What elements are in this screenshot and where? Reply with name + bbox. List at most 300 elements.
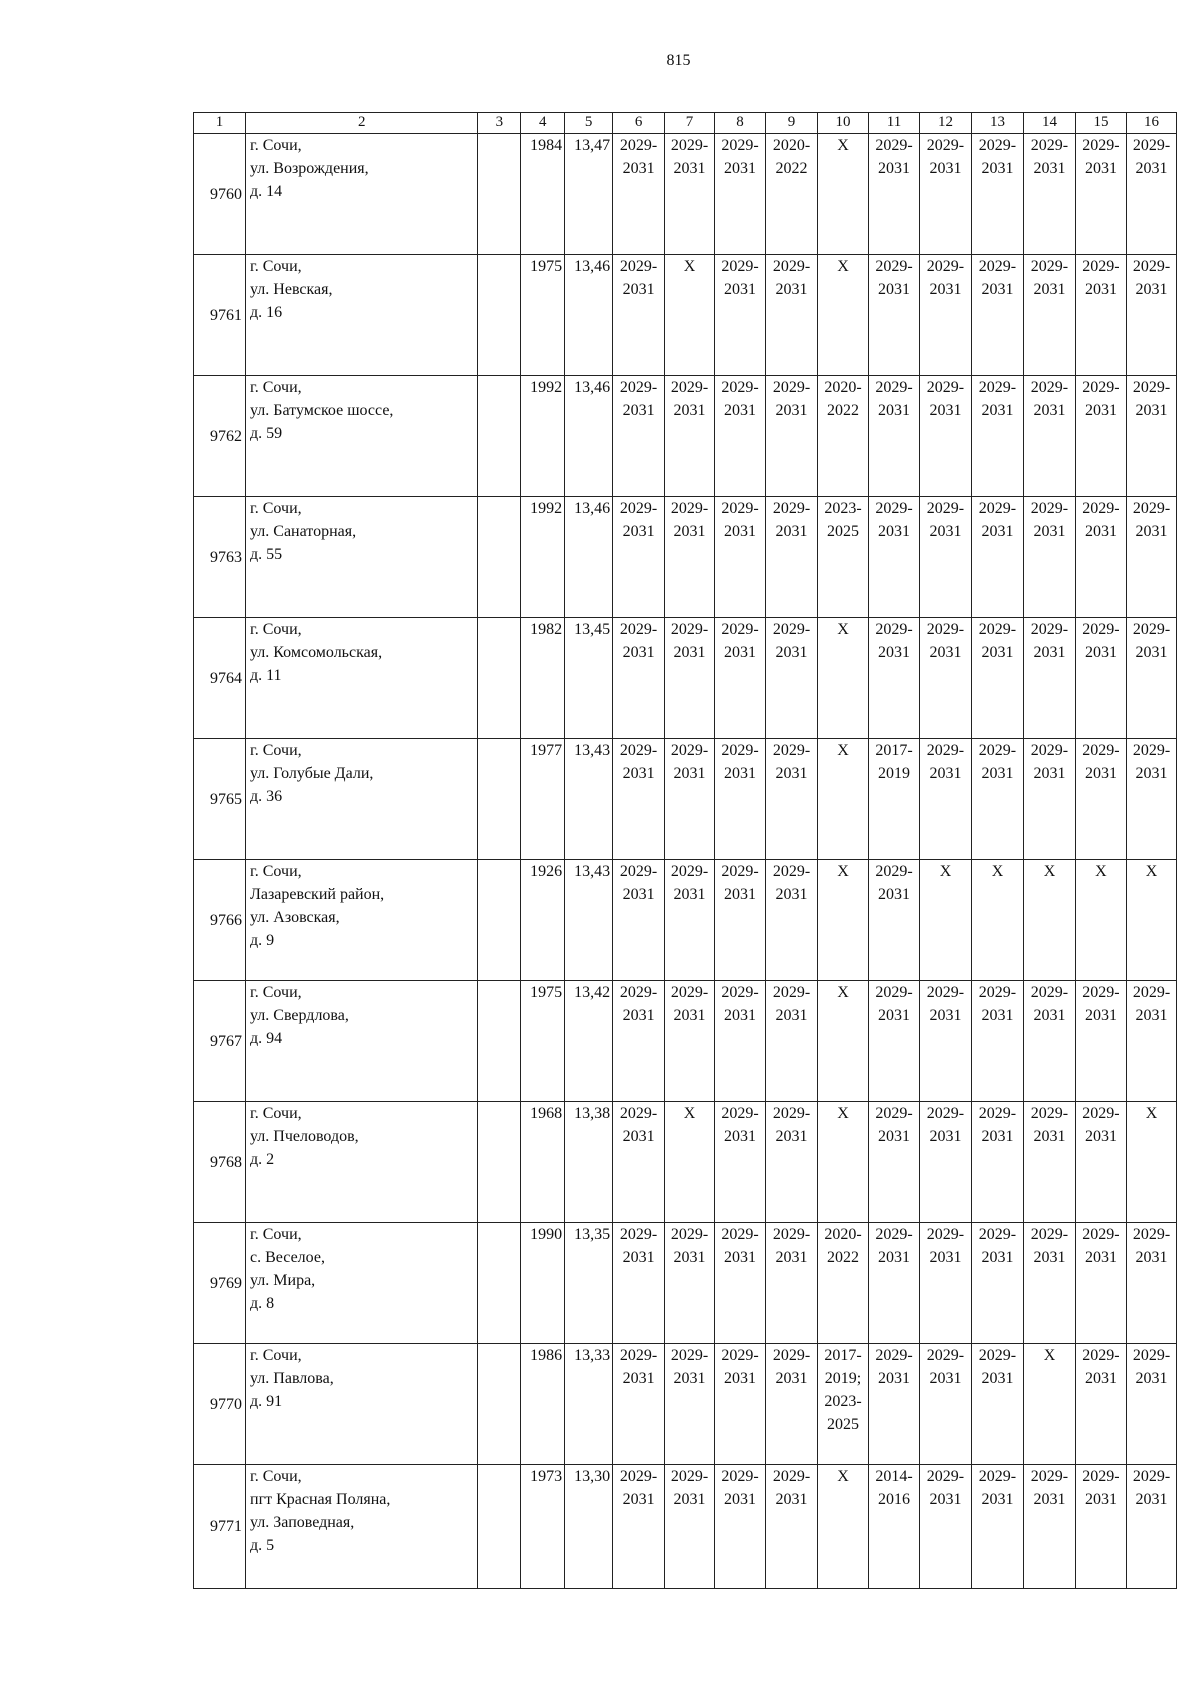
period-line: 2029- bbox=[926, 742, 965, 759]
period-cell bbox=[1075, 376, 1126, 497]
period-line: 2031 bbox=[622, 644, 655, 661]
area-cell: 13,46 bbox=[565, 255, 613, 376]
period-line: 2029- bbox=[875, 863, 913, 880]
period-cell bbox=[665, 1344, 715, 1465]
period-cell bbox=[919, 134, 971, 255]
period-line: 2029- bbox=[1082, 379, 1120, 396]
period-line: 2029- bbox=[619, 137, 658, 154]
address-line: д. 55 bbox=[250, 546, 283, 563]
period-line: 2031 bbox=[1135, 1370, 1168, 1387]
period-line: 2029- bbox=[721, 258, 759, 275]
period-line: 2031 bbox=[981, 1249, 1014, 1266]
period-line: 2029- bbox=[772, 1105, 811, 1122]
period-cell bbox=[1023, 497, 1075, 618]
address-line: г. Сочи, bbox=[250, 742, 302, 759]
period-line: 2029- bbox=[670, 984, 709, 1001]
column-3-cell bbox=[478, 497, 521, 618]
period-cell bbox=[919, 497, 971, 618]
period-line: 2029- bbox=[926, 984, 965, 1001]
period-cell bbox=[766, 1102, 818, 1223]
period-line: 2029- bbox=[619, 742, 658, 759]
period-line: 2029- bbox=[772, 621, 811, 638]
period-line: 2017- bbox=[824, 1347, 862, 1364]
header-cell: 13 bbox=[971, 113, 1023, 134]
period-cell bbox=[1126, 981, 1176, 1102]
period-line: 2031 bbox=[724, 1007, 756, 1024]
address-cell bbox=[246, 1223, 478, 1344]
header-cell: 6 bbox=[613, 113, 665, 134]
period-cell bbox=[868, 497, 919, 618]
table-row bbox=[194, 376, 1177, 497]
period-line: 2029- bbox=[978, 984, 1017, 1001]
period-line: 2031 bbox=[981, 765, 1014, 782]
period-cell bbox=[665, 1223, 715, 1344]
period-line: 2029- bbox=[772, 379, 811, 396]
period-line: X bbox=[1145, 1105, 1158, 1122]
period-cell bbox=[766, 618, 818, 739]
period-line: 2023- bbox=[824, 500, 862, 517]
period-cell bbox=[766, 860, 818, 981]
period-line: 2031 bbox=[1135, 281, 1168, 298]
address-cell bbox=[246, 739, 478, 860]
period-line: X bbox=[1043, 1347, 1056, 1364]
period-cell bbox=[919, 1465, 971, 1589]
period-line: 2029- bbox=[619, 379, 658, 396]
area-cell: 13,35 bbox=[565, 1223, 613, 1344]
period-line: 2029- bbox=[1132, 984, 1171, 1001]
period-cell bbox=[1023, 376, 1075, 497]
column-3-cell bbox=[478, 1102, 521, 1223]
period-line: X bbox=[683, 258, 696, 275]
period-line: 2031 bbox=[1033, 1007, 1066, 1024]
period-line: 2029- bbox=[670, 1468, 709, 1485]
period-cell bbox=[665, 739, 715, 860]
period-line: 2031 bbox=[1084, 1128, 1117, 1145]
period-line: 2029- bbox=[1082, 984, 1120, 1001]
period-cell bbox=[868, 981, 919, 1102]
period-cell bbox=[919, 860, 971, 981]
period-line: 2020- bbox=[772, 137, 811, 154]
period-line: 2029- bbox=[1082, 1105, 1120, 1122]
period-cell bbox=[665, 376, 715, 497]
header-cell: 7 bbox=[665, 113, 715, 134]
area-cell: 13,42 bbox=[565, 981, 613, 1102]
period-line: 2031 bbox=[1033, 1128, 1066, 1145]
period-line: 2031 bbox=[775, 1370, 808, 1387]
period-line: 2029- bbox=[978, 621, 1017, 638]
period-cell bbox=[613, 1102, 665, 1223]
period-line: 2031 bbox=[775, 281, 808, 298]
table-row bbox=[194, 134, 1177, 255]
period-cell bbox=[665, 981, 715, 1102]
header-cell: 16 bbox=[1126, 113, 1176, 134]
period-cell bbox=[818, 860, 869, 981]
year-built-cell: 1992 bbox=[521, 497, 565, 618]
period-line: 2022 bbox=[826, 1249, 859, 1266]
period-cell bbox=[971, 134, 1023, 255]
period-line: 2029- bbox=[619, 863, 658, 880]
period-cell bbox=[665, 255, 715, 376]
period-line: X bbox=[1095, 863, 1107, 880]
period-line: 2017- bbox=[875, 742, 913, 759]
period-line: 2031 bbox=[877, 886, 910, 903]
address-line: ул. Заповедная, bbox=[250, 1514, 355, 1531]
period-line: 2031 bbox=[981, 1128, 1014, 1145]
period-cell bbox=[919, 618, 971, 739]
period-line: 2031 bbox=[775, 1249, 808, 1266]
period-line: 2031 bbox=[1135, 1249, 1168, 1266]
period-cell bbox=[868, 376, 919, 497]
period-cell bbox=[1075, 860, 1126, 981]
period-line: 2029- bbox=[772, 984, 811, 1001]
period-cell bbox=[919, 1344, 971, 1465]
address-line: г. Сочи, bbox=[250, 137, 302, 154]
address-line: г. Сочи, bbox=[250, 258, 302, 275]
period-line: 2029- bbox=[1082, 621, 1120, 638]
period-cell bbox=[1126, 255, 1176, 376]
record-number: 9765 bbox=[194, 739, 246, 860]
period-cell bbox=[1126, 860, 1176, 981]
period-cell bbox=[1126, 1223, 1176, 1344]
period-line: 2029- bbox=[721, 863, 759, 880]
period-cell bbox=[766, 1223, 818, 1344]
period-line: 2031 bbox=[1084, 1007, 1117, 1024]
period-line: 2029- bbox=[978, 742, 1017, 759]
period-line: 2029- bbox=[1030, 137, 1069, 154]
period-cell bbox=[818, 739, 869, 860]
period-line: 2031 bbox=[724, 644, 756, 661]
table-row bbox=[194, 255, 1177, 376]
period-cell bbox=[818, 618, 869, 739]
period-line: 2029- bbox=[619, 500, 658, 517]
period-cell bbox=[1075, 1102, 1126, 1223]
period-line: 2031 bbox=[1084, 1249, 1117, 1266]
period-line: 2029- bbox=[772, 1468, 811, 1485]
period-cell bbox=[919, 981, 971, 1102]
period-cell bbox=[818, 1223, 869, 1344]
area-cell: 13,46 bbox=[565, 497, 613, 618]
column-3-cell bbox=[478, 981, 521, 1102]
period-line: 2029- bbox=[926, 258, 965, 275]
period-cell bbox=[613, 1465, 665, 1589]
period-line: 2029- bbox=[1030, 500, 1069, 517]
period-line: 2020- bbox=[824, 1226, 862, 1243]
period-line: 2031 bbox=[929, 1370, 962, 1387]
period-line: 2031 bbox=[724, 765, 756, 782]
header-cell: 12 bbox=[919, 113, 971, 134]
period-line: 2029- bbox=[1030, 1105, 1069, 1122]
period-cell bbox=[613, 134, 665, 255]
column-3-cell bbox=[478, 1465, 521, 1589]
column-3-cell bbox=[478, 860, 521, 981]
period-line: 2025 bbox=[826, 1416, 859, 1433]
address-line: ул. Свердлова, bbox=[250, 1007, 349, 1024]
period-cell bbox=[665, 860, 715, 981]
address-cell bbox=[246, 1344, 478, 1465]
period-line: 2029- bbox=[1082, 500, 1120, 517]
period-line: 2031 bbox=[929, 1249, 962, 1266]
period-cell bbox=[665, 497, 715, 618]
period-line: 2031 bbox=[673, 644, 706, 661]
address-line: ул. Санаторная, bbox=[250, 523, 357, 540]
table-row bbox=[194, 1223, 1177, 1344]
period-line: 2031 bbox=[877, 1249, 910, 1266]
period-line: 2031 bbox=[1135, 1491, 1168, 1508]
address-line: д. 16 bbox=[250, 304, 283, 321]
period-line: 2029- bbox=[772, 258, 811, 275]
period-line: 2031 bbox=[775, 1491, 808, 1508]
period-cell bbox=[1126, 618, 1176, 739]
period-cell bbox=[919, 1223, 971, 1344]
address-line: д. 8 bbox=[250, 1295, 275, 1312]
column-3-cell bbox=[478, 618, 521, 739]
period-line: 2029- bbox=[721, 1226, 759, 1243]
period-cell bbox=[1075, 255, 1126, 376]
period-cell bbox=[868, 860, 919, 981]
period-line: 2031 bbox=[775, 1128, 808, 1145]
address-cell bbox=[246, 860, 478, 981]
address-line: ул. Павлова, bbox=[250, 1370, 334, 1387]
period-line: 2031 bbox=[622, 1128, 655, 1145]
period-cell bbox=[971, 376, 1023, 497]
period-line: 2022 bbox=[775, 160, 808, 177]
period-cell bbox=[613, 981, 665, 1102]
period-line: 2029- bbox=[1030, 1226, 1069, 1243]
period-cell bbox=[613, 497, 665, 618]
area-cell: 13,43 bbox=[565, 860, 613, 981]
period-line: 2029- bbox=[1132, 258, 1171, 275]
column-3-cell bbox=[478, 376, 521, 497]
address-line: д. 5 bbox=[250, 1537, 275, 1554]
year-built-cell: 1973 bbox=[521, 1465, 565, 1589]
period-line: 2029- bbox=[978, 1347, 1017, 1364]
period-line: 2031 bbox=[1135, 523, 1168, 540]
record-number: 9764 bbox=[194, 618, 246, 739]
period-line: 2029- bbox=[619, 1347, 658, 1364]
period-cell bbox=[919, 376, 971, 497]
period-cell bbox=[818, 1102, 869, 1223]
period-line: 2031 bbox=[724, 1128, 756, 1145]
address-cell bbox=[246, 134, 478, 255]
address-line: г. Сочи, bbox=[250, 1468, 302, 1485]
period-line: 2031 bbox=[877, 281, 910, 298]
year-built-cell: 1984 bbox=[521, 134, 565, 255]
period-line: 2019; bbox=[824, 1370, 862, 1387]
address-line: г. Сочи, bbox=[250, 1347, 302, 1364]
period-line: 2031 bbox=[1033, 160, 1066, 177]
period-cell bbox=[1126, 134, 1176, 255]
period-line: 2031 bbox=[877, 402, 910, 419]
period-line: 2029- bbox=[1132, 1226, 1171, 1243]
period-cell bbox=[971, 1465, 1023, 1589]
period-line: 2031 bbox=[673, 886, 706, 903]
address-line: ул. Батумское шоссе, bbox=[250, 402, 394, 419]
period-cell bbox=[766, 255, 818, 376]
period-line: 2029- bbox=[1132, 1347, 1171, 1364]
record-number: 9770 bbox=[194, 1344, 246, 1465]
period-cell bbox=[1023, 739, 1075, 860]
area-cell: 13,47 bbox=[565, 134, 613, 255]
year-built-cell: 1968 bbox=[521, 1102, 565, 1223]
period-line: 2029- bbox=[1132, 137, 1171, 154]
period-line: 2031 bbox=[724, 160, 756, 177]
period-cell bbox=[715, 497, 766, 618]
address-cell bbox=[246, 376, 478, 497]
period-line: 2031 bbox=[622, 160, 655, 177]
period-line: X bbox=[837, 863, 849, 880]
period-line: 2029- bbox=[875, 984, 913, 1001]
record-number: 9768 bbox=[194, 1102, 246, 1223]
period-line: 2031 bbox=[1135, 1007, 1168, 1024]
period-line: 2029- bbox=[1132, 379, 1171, 396]
period-line: 2029- bbox=[619, 258, 658, 275]
period-line: 2031 bbox=[622, 1491, 655, 1508]
period-line: 2031 bbox=[929, 402, 962, 419]
period-cell bbox=[613, 376, 665, 497]
period-line: 2029- bbox=[619, 1105, 658, 1122]
address-cell bbox=[246, 618, 478, 739]
page-number: 815 bbox=[666, 52, 691, 69]
period-line: 2031 bbox=[981, 1491, 1014, 1508]
period-cell bbox=[1126, 497, 1176, 618]
period-cell bbox=[919, 255, 971, 376]
header-cell: 15 bbox=[1075, 113, 1126, 134]
period-cell bbox=[1075, 1344, 1126, 1465]
address-line: ул. Мира, bbox=[250, 1272, 316, 1289]
period-line: 2029- bbox=[875, 258, 913, 275]
period-line: X bbox=[1145, 863, 1158, 880]
period-line: 2029- bbox=[670, 379, 709, 396]
period-cell bbox=[766, 739, 818, 860]
period-line: 2031 bbox=[622, 1007, 655, 1024]
area-cell: 13,38 bbox=[565, 1102, 613, 1223]
period-cell bbox=[1075, 1223, 1126, 1344]
period-line: 2031 bbox=[1135, 644, 1168, 661]
record-number: 9766 bbox=[194, 860, 246, 981]
period-line: 2029- bbox=[978, 500, 1017, 517]
period-line: 2031 bbox=[1033, 281, 1066, 298]
period-cell bbox=[1023, 255, 1075, 376]
period-line: 2029- bbox=[670, 1347, 709, 1364]
header-cell: 5 bbox=[565, 113, 613, 134]
period-line: 2029- bbox=[875, 1226, 913, 1243]
period-cell bbox=[971, 1102, 1023, 1223]
address-line: ул. Возрождения, bbox=[250, 160, 369, 177]
period-line: 2031 bbox=[1033, 523, 1066, 540]
period-line: 2029- bbox=[670, 742, 709, 759]
period-line: 2022 bbox=[826, 402, 859, 419]
period-cell bbox=[919, 739, 971, 860]
column-3-cell bbox=[478, 739, 521, 860]
period-line: 2023- bbox=[824, 1393, 862, 1410]
period-cell bbox=[818, 981, 869, 1102]
period-line: 2031 bbox=[1135, 160, 1168, 177]
period-line: 2029- bbox=[772, 1347, 811, 1364]
period-cell bbox=[613, 739, 665, 860]
period-cell bbox=[665, 618, 715, 739]
period-line: 2029- bbox=[1082, 1347, 1120, 1364]
address-line: с. Веселое, bbox=[250, 1249, 325, 1266]
period-line: 2031 bbox=[1135, 402, 1168, 419]
period-line: 2029- bbox=[875, 621, 913, 638]
period-line: 2029- bbox=[926, 137, 965, 154]
period-line: 2031 bbox=[981, 281, 1014, 298]
period-line: 2031 bbox=[1084, 765, 1117, 782]
header-cell: 8 bbox=[715, 113, 766, 134]
record-number: 9771 bbox=[194, 1465, 246, 1589]
period-line: 2029- bbox=[721, 379, 759, 396]
address-line: д. 94 bbox=[250, 1030, 283, 1047]
header-cell: 1 bbox=[194, 113, 246, 134]
period-cell bbox=[868, 1102, 919, 1223]
period-line: 2031 bbox=[1084, 1491, 1117, 1508]
address-line: г. Сочи, bbox=[250, 500, 302, 517]
column-3-cell bbox=[478, 1223, 521, 1344]
period-line: 2031 bbox=[724, 1491, 756, 1508]
period-cell bbox=[818, 376, 869, 497]
period-cell bbox=[715, 134, 766, 255]
period-line: 2031 bbox=[775, 886, 808, 903]
period-line: 2031 bbox=[1084, 402, 1117, 419]
period-line: 2031 bbox=[877, 644, 910, 661]
period-line: 2029- bbox=[670, 500, 709, 517]
period-cell bbox=[1075, 497, 1126, 618]
period-cell bbox=[715, 981, 766, 1102]
period-cell bbox=[818, 134, 869, 255]
record-number: 9769 bbox=[194, 1223, 246, 1344]
period-line: 2031 bbox=[775, 644, 808, 661]
table-row bbox=[194, 739, 1177, 860]
header-cell: 10 bbox=[818, 113, 869, 134]
period-cell bbox=[868, 134, 919, 255]
period-line: 2029- bbox=[1030, 258, 1069, 275]
period-line: 2031 bbox=[775, 765, 808, 782]
period-line: 2029- bbox=[1030, 742, 1069, 759]
address-line: г. Сочи, bbox=[250, 621, 302, 638]
period-line: 2029- bbox=[721, 621, 759, 638]
period-line: 2031 bbox=[877, 160, 910, 177]
area-cell: 13,46 bbox=[565, 376, 613, 497]
period-cell bbox=[919, 1102, 971, 1223]
period-line: 2031 bbox=[775, 402, 808, 419]
period-line: 2031 bbox=[1033, 1249, 1066, 1266]
period-cell bbox=[818, 1344, 869, 1465]
address-line: д. 2 bbox=[250, 1151, 275, 1168]
period-line: X bbox=[837, 137, 849, 154]
period-line: 2031 bbox=[724, 281, 756, 298]
period-line: 2031 bbox=[622, 1370, 655, 1387]
period-line: 2029- bbox=[1082, 137, 1120, 154]
period-line: 2029- bbox=[978, 137, 1017, 154]
period-line: 2029- bbox=[1132, 742, 1171, 759]
period-cell bbox=[613, 618, 665, 739]
period-line: 2031 bbox=[724, 886, 756, 903]
year-built-cell: 1926 bbox=[521, 860, 565, 981]
period-line: 2029- bbox=[1132, 500, 1171, 517]
period-line: 2029- bbox=[721, 1105, 759, 1122]
period-line: 2029- bbox=[875, 379, 913, 396]
address-line: д. 11 bbox=[250, 667, 282, 684]
period-cell bbox=[818, 1465, 869, 1589]
address-line: ул. Невская, bbox=[250, 281, 333, 298]
period-line: 2031 bbox=[929, 644, 962, 661]
period-line: 2031 bbox=[1084, 644, 1117, 661]
period-line: 2029- bbox=[1030, 379, 1069, 396]
period-cell bbox=[971, 618, 1023, 739]
period-line: 2031 bbox=[724, 402, 756, 419]
register-body bbox=[194, 134, 1177, 1589]
address-cell bbox=[246, 1465, 478, 1589]
